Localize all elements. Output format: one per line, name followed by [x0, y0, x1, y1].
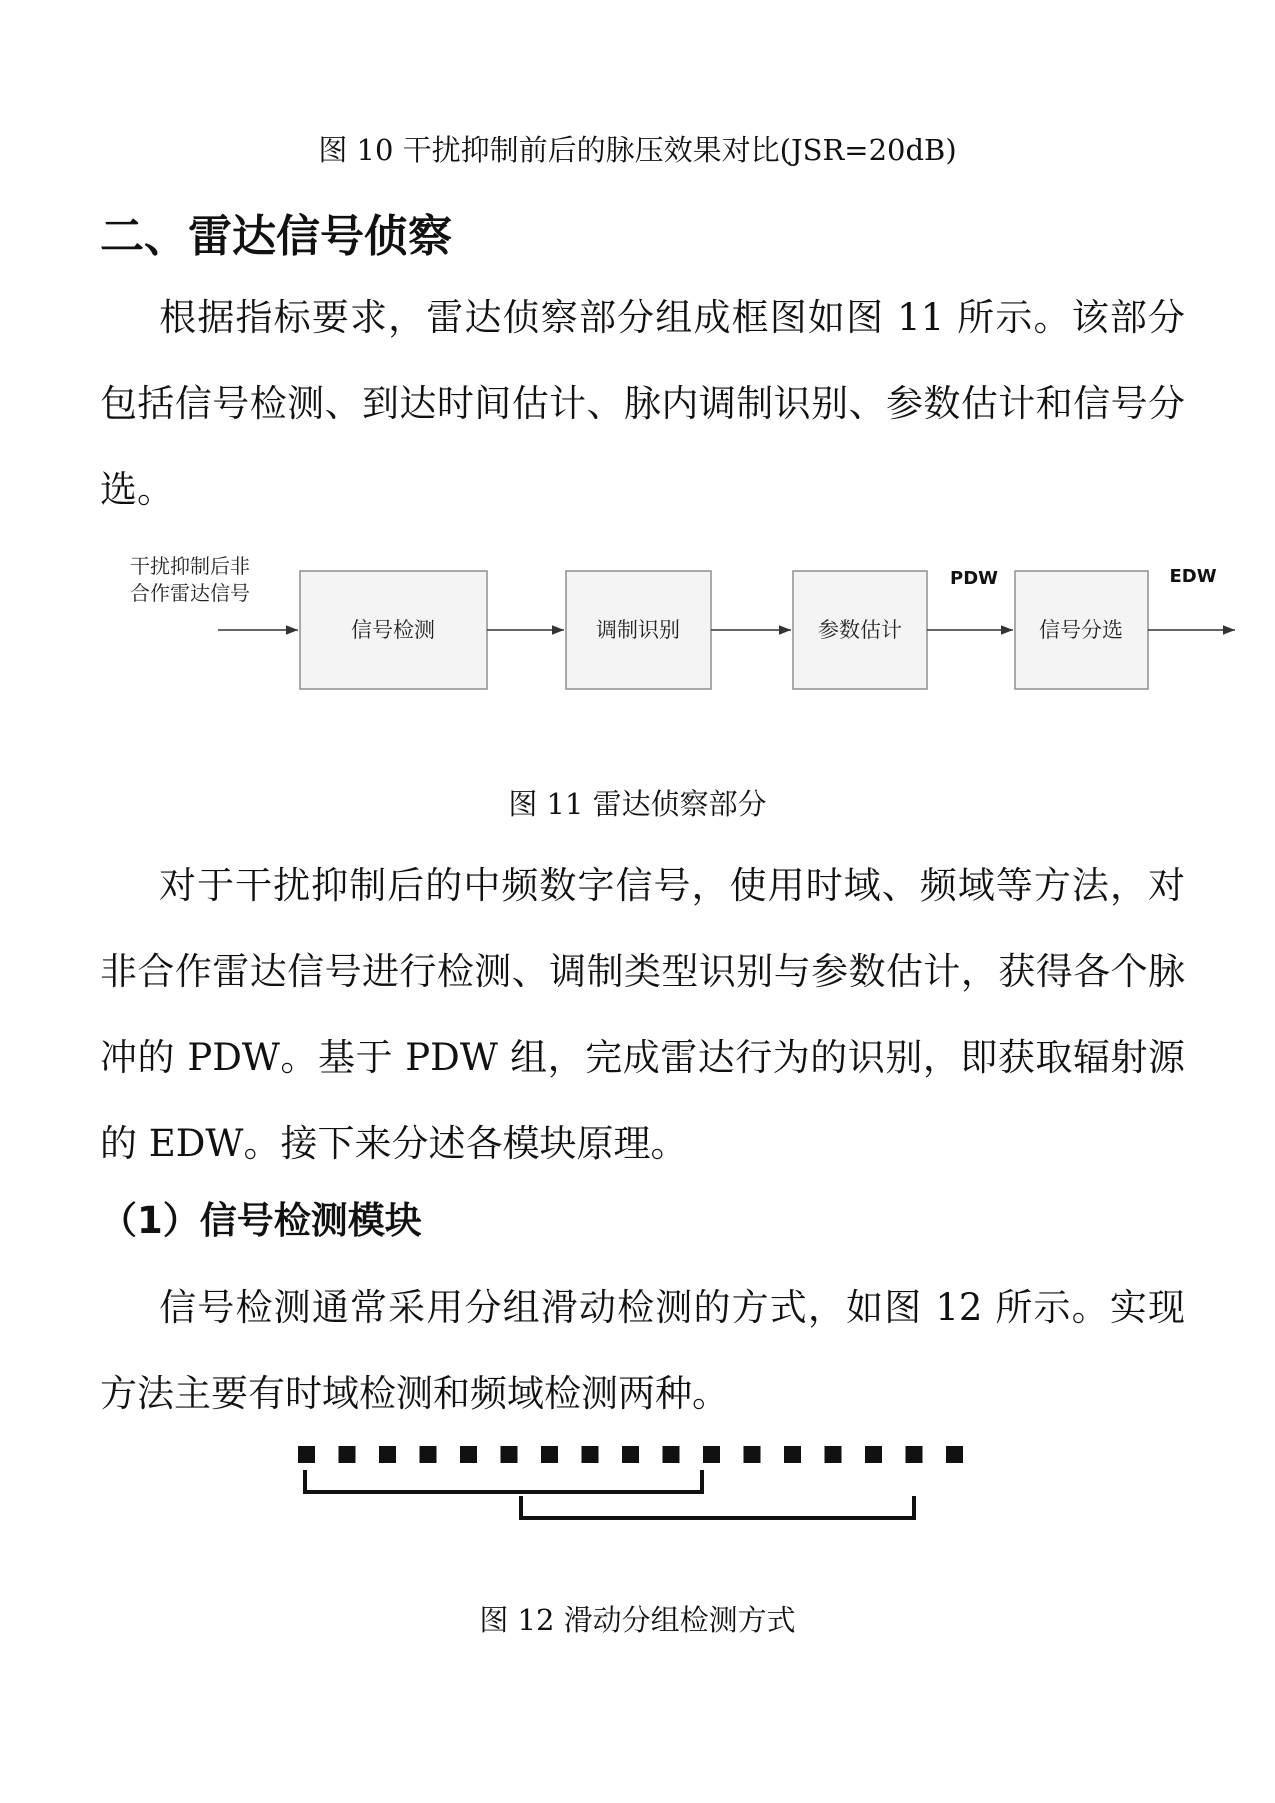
paragraph-3	[100, 1265, 1185, 1437]
sample-square	[663, 1446, 680, 1463]
block-signal-sorting-label: 信号分选	[1039, 618, 1123, 642]
sample-square	[865, 1446, 882, 1463]
section-title: 二、雷达信号侦察	[100, 211, 452, 262]
block-modulation-recognition-label: 调制识别	[596, 618, 680, 642]
sample-square	[339, 1446, 356, 1463]
input-label-line2: 合作雷达信号	[130, 581, 250, 605]
paragraph-3-text: 信号检测通常采用分组滑动检测的方式，如图 12 所示。实现方法主要有时域检测和频域检测两种。	[100, 1286, 1185, 1415]
sample-square	[420, 1446, 437, 1463]
figure11-block-diagram	[0, 540, 1275, 710]
paragraph-1	[100, 275, 1185, 533]
edw-label: EDW	[1169, 566, 1217, 587]
figure11-caption: 图 11 雷达侦察部分	[508, 787, 767, 821]
input-label-line1: 干扰抑制后非	[130, 554, 250, 578]
sample-square	[379, 1446, 396, 1463]
block-parameter-estimation-label: 参数估计	[818, 618, 902, 642]
paragraph-2-text: 对于干扰抑制后的中频数字信号，使用时域、频域等方法，对非合作雷达信号进行检测、调制类型识别与参数估计，获得各个脉冲的 PDW。基于 PDW 组，完成雷达行为的识别，即获取辐射源的 EDW。接下来分述各模块原理。	[100, 864, 1185, 1165]
sample-square	[906, 1446, 923, 1463]
sample-square	[501, 1446, 518, 1463]
sample-square	[703, 1446, 720, 1463]
subsection-title: （1）信号检测模块	[100, 1199, 422, 1242]
paragraph-2	[100, 843, 1185, 1187]
sample-square	[622, 1446, 639, 1463]
sample-square	[298, 1446, 315, 1463]
sample-square	[825, 1446, 842, 1463]
figure12-sliding-window-diagram	[0, 1440, 1275, 1560]
sample-row	[298, 1446, 963, 1463]
pdw-label: PDW	[950, 568, 998, 589]
sample-square	[460, 1446, 477, 1463]
window-bracket-1	[305, 1470, 702, 1492]
sample-square	[541, 1446, 558, 1463]
block-signal-detection-label: 信号检测	[351, 618, 435, 642]
sample-square	[582, 1446, 599, 1463]
sample-square	[946, 1446, 963, 1463]
figure10-caption: 图 10 干扰抑制前后的脉压效果对比(JSR=20dB)	[318, 133, 957, 167]
window-bracket-2	[521, 1496, 914, 1518]
sample-square	[784, 1446, 801, 1463]
sample-square	[744, 1446, 761, 1463]
paragraph-1-text: 根据指标要求，雷达侦察部分组成框图如图 11 所示。该部分包括信号检测、到达时间估计、脉内调制识别、参数估计和信号分选。	[100, 296, 1185, 511]
figure12-caption: 图 12 滑动分组检测方式	[479, 1603, 796, 1637]
